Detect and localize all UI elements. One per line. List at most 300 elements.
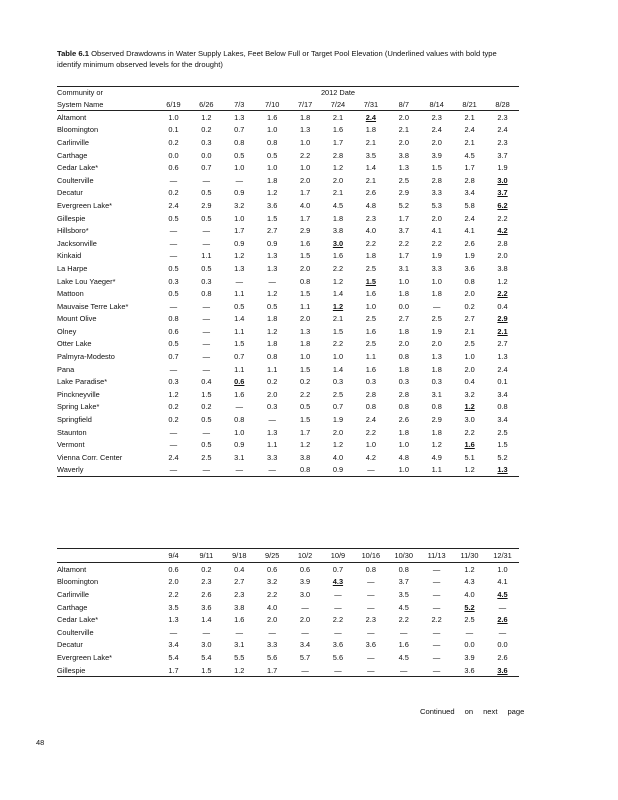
drawdown-value-cell: 1.2 (332, 440, 344, 450)
drawdown-value-cell: 0.8 (365, 564, 376, 574)
drawdown-value-cell: 0.8 (267, 137, 278, 147)
drawdown-value-cell: 5.6 (267, 652, 278, 662)
drawdown-value-cell: 2.2 (398, 238, 409, 248)
drawdown-value-cell: 1.2 (267, 326, 278, 336)
drawdown-value-cell: 3.8 (398, 150, 409, 160)
drawdown-value-cell: 1.2 (299, 440, 311, 450)
drawdown-value-cell: 2.4 (365, 415, 377, 425)
drawdown-value-cell: 0.7 (234, 125, 245, 135)
drawdown-value-cell: 2.6 (201, 589, 212, 599)
drawdown-value-cell: — (202, 352, 211, 362)
drawdown-value-cell: 1.7 (398, 251, 409, 261)
drawdown-value-cell: 2.8 (398, 389, 409, 399)
drawdown-value-cell: — (367, 627, 375, 637)
system-name-cell: Carthage (57, 602, 88, 612)
drawdown-value-cell: 2.4 (497, 125, 508, 135)
drawdown-value-cell: 2.5 (365, 314, 377, 324)
drawdown-value-cell: 0.2 (464, 301, 475, 311)
drawdown-value-cell: — (169, 226, 178, 236)
drawdown-value-cell: 0.5 (201, 213, 212, 223)
drawdown-value-cell: 4.8 (398, 452, 409, 462)
drawdown-value-cell: — (432, 564, 441, 574)
drawdown-value-cell: 1.0 (299, 352, 311, 362)
drawdown-value-cell (322, 300, 355, 313)
drawdown-value-cell: 1.4 (332, 364, 344, 374)
drawdown-value-cell: 0.5 (168, 339, 179, 349)
drawdown-value-cell: — (432, 577, 441, 587)
system-name-cell: Vienna Corr. Center (57, 452, 123, 462)
table-row (57, 275, 519, 288)
minimum-level-value: 1.3 (497, 465, 508, 475)
drawdown-value-cell: 0.0 (497, 640, 508, 650)
system-name-cell: Pana (57, 364, 75, 374)
system-name-cell: Jacksonville (57, 238, 97, 248)
drawdown-value-cell: 2.3 (365, 615, 376, 625)
drawdown-value-cell: 3.5 (398, 589, 409, 599)
drawdown-value-cell: 2.0 (398, 137, 409, 147)
drawdown-value-cell: 0.4 (201, 377, 212, 387)
drawdown-value-cell: — (432, 652, 441, 662)
drawdown-value-cell: 2.3 (497, 137, 508, 147)
drawdown-value-cell: 1.7 (332, 137, 344, 147)
drawdown-value-cell: 1.7 (299, 427, 311, 437)
system-name-cell: Carlinville (57, 589, 90, 599)
drawdown-value-cell: 1.8 (267, 339, 278, 349)
drawdown-value-cell: 5.1 (464, 452, 475, 462)
drawdown-value-cell: 2.1 (464, 112, 475, 122)
drawdown-value-cell: 3.3 (267, 640, 278, 650)
date-header-cell: 10/2 (289, 549, 322, 563)
drawdown-value-cell: 0.2 (299, 377, 311, 387)
drawdown-value-cell: 3.2 (267, 577, 278, 587)
table-row (57, 325, 519, 338)
minimum-level-value: 0.6 (234, 377, 245, 387)
drawdown-value-cell: 3.1 (234, 640, 245, 650)
date-header-cell: 10/16 (354, 549, 387, 563)
drawdown-value-cell: 1.1 (201, 251, 212, 261)
drawdown-value-cell: 5.8 (464, 200, 475, 210)
date-header-row (57, 98, 519, 111)
drawdown-value-cell: 1.8 (332, 213, 344, 223)
minimum-level-value: 6.2 (497, 200, 508, 210)
table-row (57, 350, 519, 363)
drawdown-value-cell: 1.7 (299, 213, 311, 223)
drawdown-value-cell: — (400, 627, 408, 637)
system-name-cell: Carlinville (57, 137, 90, 147)
system-name-cell: Lake Paradise* (57, 377, 108, 387)
drawdown-value-cell (322, 237, 355, 250)
drawdown-value-cell: 2.0 (464, 364, 475, 374)
drawdown-value-cell: 0.0 (464, 640, 475, 650)
drawdown-value-cell: 2.0 (332, 175, 344, 185)
drawdown-value-cell: — (321, 664, 354, 677)
drawdown-value-cell: — (235, 627, 243, 637)
drawdown-value-cell: 1.6 (365, 326, 377, 336)
minimum-level-value: 3.0 (497, 175, 508, 185)
drawdown-value-cell: 2.0 (431, 339, 442, 349)
drawdown-value-cell: — (432, 627, 441, 637)
drawdown-value-cell: 1.6 (332, 125, 344, 135)
table-row (57, 651, 519, 664)
drawdown-value-cell: 2.0 (299, 314, 311, 324)
minimum-level-value: 4.2 (497, 226, 508, 236)
drawdown-value-cell: 1.4 (201, 615, 212, 625)
table-body (57, 111, 519, 477)
drawdown-value-cell: 2.0 (168, 577, 179, 587)
drawdown-value-cell: 2.5 (464, 615, 475, 625)
drawdown-value-cell: 2.1 (365, 175, 377, 185)
drawdown-value-cell: 3.1 (234, 452, 245, 462)
system-name-cell: Cedar Lake* (57, 163, 99, 173)
drawdown-value-cell: 3.9 (431, 150, 442, 160)
drawdown-value-cell: 0.8 (398, 564, 409, 574)
drawdown-value-cell: — (202, 238, 211, 248)
drawdown-value-cell: 4.5 (332, 200, 344, 210)
date-header-cell: 8/14 (420, 98, 453, 111)
drawdown-value-cell: 2.2 (365, 427, 377, 437)
date-header-cell: 8/7 (387, 98, 420, 111)
drawdown-value-cell: 4.1 (497, 577, 508, 587)
drawdown-value-cell (453, 601, 486, 614)
date-header-cell: 6/26 (190, 98, 223, 111)
drawdown-value-cell: 1.2 (464, 564, 475, 574)
table-row (57, 588, 519, 601)
drawdown-value-cell: 2.1 (332, 314, 344, 324)
system-name-cell: Altamont (57, 564, 87, 574)
drawdown-value-cell: 1.9 (497, 163, 508, 173)
drawdown-value-cell: 1.0 (299, 163, 311, 173)
drawdown-value-cell: 2.5 (398, 175, 409, 185)
drawdown-value-cell: 1.3 (267, 427, 278, 437)
system-name-cell: Decatur (57, 640, 83, 650)
drawdown-value-cell: — (367, 652, 375, 662)
table-row (57, 174, 519, 187)
drawdown-value-cell: 0.9 (322, 464, 355, 477)
date-header-cell: 7/10 (256, 98, 289, 111)
drawdown-value-cell: 1.4 (332, 289, 344, 299)
system-name-cell: Spring Lake* (57, 402, 100, 412)
drawdown-value-cell: 3.8 (234, 602, 245, 612)
minimum-level-value: 2.6 (497, 615, 508, 625)
minimum-level-value: 2.2 (497, 289, 508, 299)
table-row (57, 250, 519, 263)
drawdown-value-cell: 2.1 (464, 326, 475, 336)
drawdown-value-cell: 1.2 (223, 664, 256, 677)
drawdown-value-cell: 1.9 (431, 326, 442, 336)
drawdown-value-cell: — (387, 664, 420, 677)
drawdown-value-cell: 0.6 (267, 564, 278, 574)
table-row (57, 124, 519, 137)
drawdown-value-cell: 1.3 (168, 615, 179, 625)
drawdown-value-cell: 2.5 (365, 263, 377, 273)
system-name-cell: Olney (57, 326, 77, 336)
table-row (57, 224, 519, 237)
table-label: Table 6.1 (57, 49, 89, 58)
drawdown-value-cell: 2.0 (267, 389, 278, 399)
drawdown-value-cell: 1.3 (299, 125, 311, 135)
drawdown-value-cell: 1.0 (365, 440, 377, 450)
system-name-cell: Evergreen Lake* (57, 652, 113, 662)
drawdown-value-cell: 0.5 (299, 402, 311, 412)
drawdown-value-cell: 4.5 (464, 150, 475, 160)
drawdown-value-cell: 3.0 (299, 589, 311, 599)
drawdown-value-cell: 4.9 (431, 452, 442, 462)
system-name-cell: Mount Olive (57, 314, 97, 324)
drawdown-value-cell: 2.0 (431, 213, 442, 223)
drawdown-value-cell: 2.7 (398, 314, 409, 324)
drawdown-value-cell: 4.8 (365, 200, 377, 210)
system-name-cell: Hillsboro* (57, 226, 89, 236)
drawdown-value-cell: — (354, 664, 387, 677)
drawdown-value-cell: 0.5 (234, 150, 245, 160)
drawdown-value-cell: 0.9 (267, 238, 278, 248)
date-header-cell: 6/19 (157, 98, 190, 111)
drawdown-value-cell: 1.0 (168, 112, 179, 122)
drawdown-value-cell (453, 438, 486, 451)
drawdown-value-cell: 0.7 (332, 402, 344, 412)
drawdown-value-cell: 0.8 (299, 276, 311, 286)
drawdown-value-cell: — (289, 664, 322, 677)
drawdown-value-cell: — (223, 464, 256, 477)
drawdown-value-cell: 1.1 (234, 326, 245, 336)
system-name-cell: Altamont (57, 112, 87, 122)
drawdown-value-cell: 1.2 (497, 276, 508, 286)
table-row (57, 375, 519, 388)
drawdown-value-cell (486, 313, 519, 326)
drawdown-value-cell: — (202, 314, 211, 324)
system-name-cell: Springfield (57, 415, 92, 425)
drawdown-value-cell: — (268, 627, 276, 637)
drawdown-value-cell: — (256, 464, 289, 477)
drawdown-value-cell: — (354, 464, 387, 477)
drawdown-value-cell: 1.3 (267, 263, 278, 273)
drawdown-value-cell: 2.2 (464, 427, 475, 437)
drawdown-value-cell: 5.3 (431, 200, 442, 210)
drawdown-value-cell: 1.5 (267, 213, 278, 223)
continued-word: Continued (420, 707, 455, 716)
page-number: 48 (36, 738, 45, 747)
drawdown-value-cell: 1.6 (365, 289, 377, 299)
drawdown-value-cell: — (465, 627, 474, 637)
drawdown-value-cell: 2.2 (168, 589, 179, 599)
drawdown-value-cell: 4.0 (332, 452, 344, 462)
drawdown-value-cell: 3.8 (299, 452, 311, 462)
drawdown-value-cell: 1.8 (398, 364, 409, 374)
drawdown-value-cell (354, 275, 387, 288)
drawdown-value-cell: 1.8 (365, 125, 377, 135)
date-header-cell: 7/3 (223, 98, 256, 111)
drawdown-value-cell: 2.0 (299, 175, 311, 185)
system-name-cell: Otter Lake (57, 339, 92, 349)
header-system-name: System Name (57, 98, 157, 111)
drawdown-value-cell: — (169, 440, 178, 450)
drawdown-value-cell: 2.6 (497, 652, 508, 662)
system-name-cell: Pinckneyville (57, 389, 100, 399)
system-name-cell: Staunton (57, 427, 87, 437)
drawdown-value-cell: — (235, 276, 243, 286)
date-header-cell: 7/17 (289, 98, 322, 111)
drawdown-value-cell: 1.3 (234, 263, 245, 273)
drawdown-value-cell: 0.4 (234, 564, 245, 574)
drawdown-value-cell: 4.3 (464, 577, 475, 587)
drawdown-value-cell: 1.1 (234, 364, 245, 374)
drawdown-value-cell: 0.8 (234, 137, 245, 147)
table-row (57, 426, 519, 439)
drawdown-value-cell: 0.8 (168, 314, 179, 324)
drawdown-value-cell: 1.9 (431, 251, 442, 261)
drawdown-value-cell: 0.3 (168, 276, 179, 286)
drawdown-value-cell: 0.8 (497, 402, 508, 412)
drawdown-value-cell: 1.1 (299, 301, 311, 311)
drawdown-value-cell: 0.0 (398, 301, 409, 311)
drawdown-value-cell: 3.5 (365, 150, 377, 160)
drawdown-value-cell: 2.9 (398, 188, 409, 198)
drawdown-value-cell: 1.6 (365, 364, 377, 374)
drawdown-value-cell: 0.5 (168, 263, 179, 273)
date-header-cell: 10/9 (321, 549, 354, 563)
drawdown-value-cell: — (157, 464, 190, 477)
minimum-level-value: 2.1 (497, 326, 508, 336)
drawdown-value-cell: 0.2 (201, 564, 212, 574)
system-name-cell: La Harpe (57, 263, 88, 273)
drawdown-value-cell: 1.0 (267, 125, 278, 135)
drawdown-value-cell: — (498, 627, 507, 637)
drawdown-value-cell: 0.5 (267, 150, 278, 160)
drawdown-value-cell: 0.8 (234, 415, 245, 425)
drawdown-value-cell: 0.6 (168, 163, 179, 173)
drawdown-value-cell: 1.7 (256, 664, 289, 677)
drawdown-value-cell: 0.8 (398, 402, 409, 412)
drawdown-value-cell: 1.3 (398, 163, 409, 173)
minimum-level-value: 2.4 (365, 112, 377, 122)
drawdown-value-cell: 0.5 (234, 301, 245, 311)
drawdown-value-cell: 2.2 (267, 589, 278, 599)
date-header-cell: 9/25 (256, 549, 289, 563)
drawdown-value-cell: 1.3 (497, 352, 508, 362)
minimum-level-value: 1.6 (464, 440, 475, 450)
drawdown-value-cell: 1.6 (234, 389, 245, 399)
system-name-cell: Mattoon (57, 289, 84, 299)
drawdown-value-cell: — (169, 251, 178, 261)
table-row (57, 287, 519, 300)
table-row (57, 413, 519, 426)
drawdown-value-cell: 0.2 (168, 137, 179, 147)
drawdown-value-cell: 3.7 (497, 150, 508, 160)
drawdown-value-cell: 1.6 (332, 251, 344, 261)
table-row (57, 401, 519, 414)
header-community: Community or (57, 87, 157, 99)
system-name-cell: Vermont (57, 440, 85, 450)
drawdown-value-cell: 2.8 (464, 175, 475, 185)
drawdown-value-cell: — (334, 602, 342, 612)
drawdown-table-summer (57, 86, 519, 477)
drawdown-value-cell: 2.3 (365, 213, 377, 223)
table-row (57, 601, 519, 614)
drawdown-value-cell: 2.9 (299, 226, 311, 236)
drawdown-value-cell: 2.2 (332, 263, 344, 273)
drawdown-value-cell: 2.8 (431, 175, 442, 185)
drawdown-value-cell (486, 174, 519, 187)
drawdown-value-cell: 0.5 (267, 301, 278, 311)
drawdown-value-cell: 2.1 (332, 188, 344, 198)
drawdown-value-cell: 3.5 (168, 602, 179, 612)
table-row (57, 451, 519, 464)
drawdown-value-cell: 0.9 (234, 188, 245, 198)
drawdown-value-cell: 1.8 (431, 427, 442, 437)
drawdown-value-cell: — (235, 175, 243, 185)
drawdown-value-cell: 5.2 (497, 452, 508, 462)
table-row (57, 199, 519, 212)
drawdown-value-cell: 0.3 (398, 377, 409, 387)
drawdown-value-cell: 2.6 (398, 415, 409, 425)
drawdown-value-cell: — (432, 602, 441, 612)
minimum-level-value: 1.2 (332, 301, 344, 311)
drawdown-value-cell: 0.7 (234, 352, 245, 362)
drawdown-value-cell: 0.3 (365, 377, 377, 387)
drawdown-value-cell: 1.4 (234, 314, 245, 324)
drawdown-value-cell: — (169, 364, 178, 374)
system-name-cell: Coulterville (57, 175, 94, 185)
drawdown-value-cell: — (432, 589, 441, 599)
drawdown-value-cell: 4.5 (398, 652, 409, 662)
drawdown-value-cell: 2.1 (464, 137, 475, 147)
drawdown-value-cell: 0.7 (332, 564, 344, 574)
drawdown-value-cell: 0.2 (267, 377, 278, 387)
table-row (57, 576, 519, 589)
drawdown-value-cell: 1.0 (234, 427, 245, 437)
drawdown-value-cell: 3.4 (497, 415, 508, 425)
drawdown-value-cell: 1.2 (267, 188, 278, 198)
drawdown-value-cell: — (498, 602, 507, 612)
drawdown-value-cell: — (169, 175, 178, 185)
table-row (57, 136, 519, 149)
drawdown-value-cell: 1.4 (365, 163, 377, 173)
drawdown-value-cell: 2.0 (464, 289, 475, 299)
drawdown-value-cell: 3.6 (453, 664, 486, 677)
drawdown-value-cell: — (169, 627, 178, 637)
on-word: on (464, 707, 474, 716)
drawdown-value-cell: 1.2 (332, 276, 344, 286)
drawdown-value-cell: 2.7 (234, 577, 245, 587)
drawdown-value-cell: 4.2 (365, 452, 377, 462)
system-name-cell: Evergreen Lake* (57, 200, 113, 210)
drawdown-value-cell: — (202, 364, 211, 374)
drawdown-value-cell: 2.7 (464, 314, 475, 324)
drawdown-value-cell: 1.5 (431, 163, 442, 173)
drawdown-value-cell: 3.3 (431, 263, 442, 273)
drawdown-value-cell: 2.0 (497, 251, 508, 261)
drawdown-value-cell: 2.7 (497, 339, 508, 349)
drawdown-value-cell: 1.2 (453, 464, 486, 477)
drawdown-value-cell: 1.2 (332, 163, 344, 173)
header-row (57, 87, 519, 99)
drawdown-value-cell: 1.8 (398, 326, 409, 336)
drawdown-value-cell: 1.0 (464, 352, 475, 362)
table-row (57, 149, 519, 162)
drawdown-value-cell: 2.2 (332, 615, 344, 625)
date-header-cell: 11/30 (453, 549, 486, 563)
drawdown-value-cell: 0.5 (201, 263, 212, 273)
drawdown-value-cell: 1.2 (431, 440, 442, 450)
drawdown-value-cell: — (334, 627, 342, 637)
drawdown-value-cell: 1.5 (299, 251, 311, 261)
drawdown-value-cell: 2.3 (431, 112, 442, 122)
date-header-cell: 10/30 (387, 549, 420, 563)
drawdown-value-cell: 0.1 (497, 377, 508, 387)
drawdown-value-cell: 0.0 (201, 150, 212, 160)
drawdown-value-cell: 2.6 (365, 188, 377, 198)
drawdown-value-cell: 2.5 (365, 339, 377, 349)
